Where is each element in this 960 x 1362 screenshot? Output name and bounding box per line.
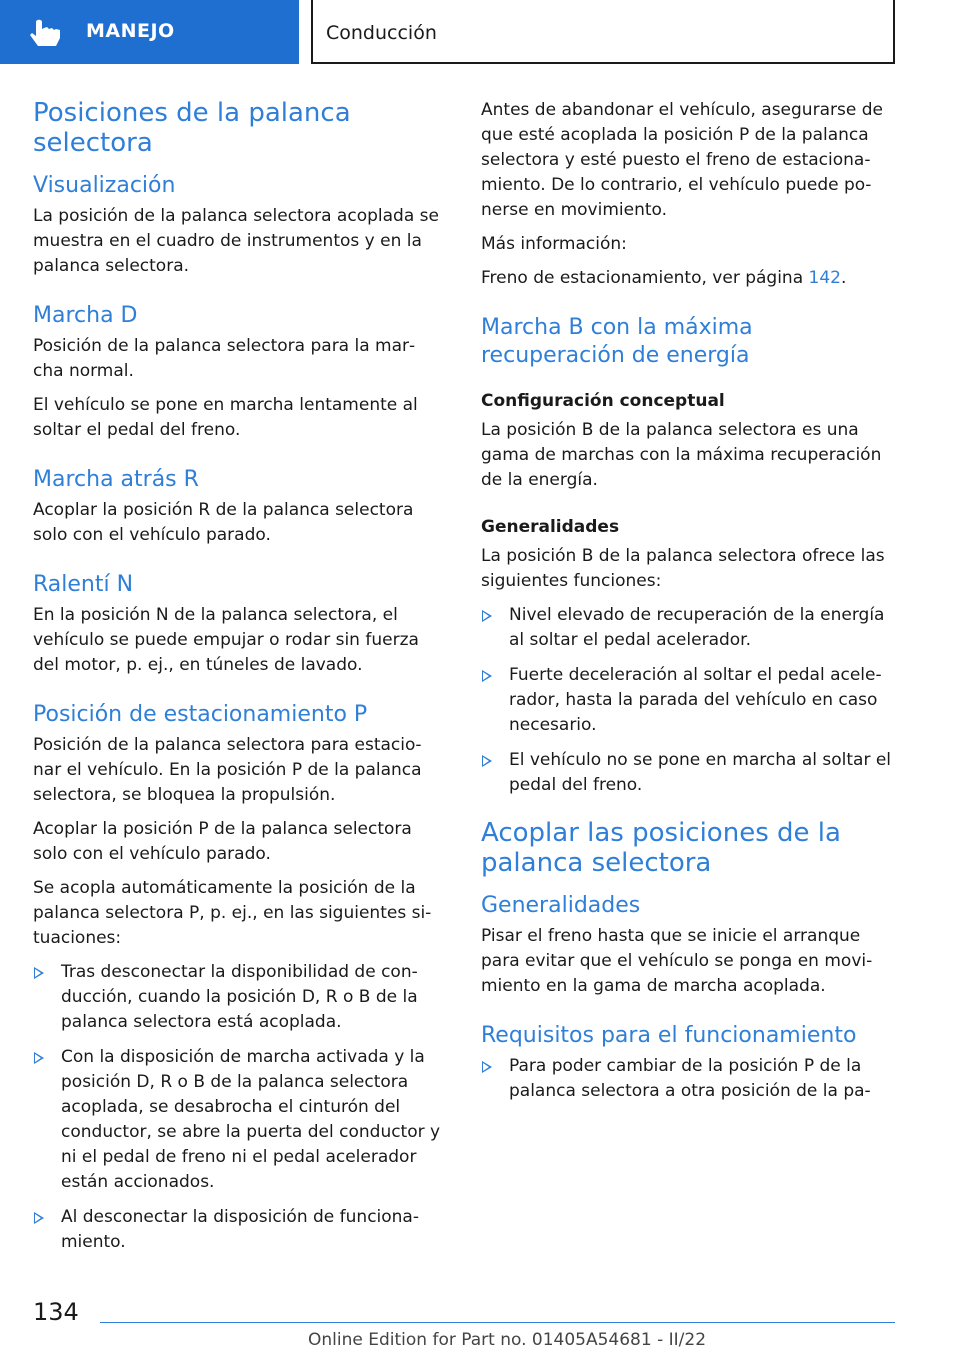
paragraph: Freno de estacionamiento, ver página 142. bbox=[481, 268, 847, 288]
section-label: MANEJO bbox=[86, 20, 175, 42]
list-item: Al desconectar la disposición de funciona‐miento. bbox=[33, 1205, 445, 1255]
section-heading-acoplar: Acoplar las posiciones de la palanca selectora bbox=[481, 818, 841, 878]
header-divider bbox=[311, 0, 313, 64]
triangle-bullet-icon bbox=[34, 1052, 44, 1064]
triangle-bullet-icon bbox=[482, 755, 492, 767]
heading-ralenti-n: Ralentí N bbox=[33, 572, 134, 597]
list-item: Con la disposición de marcha activada y la posición D, R o B de la palanca selectora acoplada, se desabrocha el cinturón del conductor, se abre la puerta del conductor y ni el pedal de freno ni el pedal acelerador están accionados. bbox=[33, 1045, 445, 1195]
heading-posicion-p: Posición de estacionamiento P bbox=[33, 702, 368, 727]
page-number: 134 bbox=[33, 1298, 79, 1326]
list-item: Para poder cambiar de la posición P de la palanca selectora a otra posición de la pa‐ bbox=[481, 1054, 899, 1104]
paragraph: Acoplar la posición P de la palanca selectora solo con el vehículo parado. bbox=[33, 819, 412, 864]
heading-requisitos: Requisitos para el funcionamiento bbox=[481, 1023, 857, 1048]
header-right-border bbox=[893, 0, 895, 64]
paragraph: La posición de la palanca selectora acoplada se muestra en el cuadro de instrumentos y en la palanca selectora. bbox=[33, 206, 439, 276]
paragraph: Se acopla automáticamente la posición de la palanca selectora P, p. ej., en las siguientes si‐tuaciones: bbox=[33, 878, 432, 948]
edition-text: Online Edition for Part no. 01405A54681 - II/22 bbox=[308, 1330, 707, 1350]
section-heading-positions: Posiciones de la palanca selectora bbox=[33, 98, 351, 158]
paragraph: Posición de la palanca selectora para estacio‐nar el vehículo. En la posición P de la palanca selectora, se bloquea la propulsión. bbox=[33, 735, 422, 805]
heading-generalidades: Generalidades bbox=[481, 517, 620, 537]
paragraph: Pisar el freno hasta que se inicie el arranque para evitar que el vehículo se ponga en movi‐miento en la gama de marcha acoplada. bbox=[481, 926, 873, 996]
bullet-list bbox=[481, 603, 899, 798]
chapter-title: Conducción bbox=[326, 22, 437, 44]
header-underline bbox=[311, 62, 895, 64]
heading-acoplar-generalidades: Generalidades bbox=[481, 893, 641, 918]
list-item: El vehículo no se pone en marcha al soltar el pedal del freno. bbox=[481, 748, 899, 798]
triangle-bullet-icon bbox=[34, 967, 44, 979]
bullet-list bbox=[33, 960, 445, 1255]
left-column bbox=[33, 98, 445, 1265]
paragraph: En la posición N de la palanca selectora, el vehículo se puede empujar o rodar sin fuerza del motor, p. ej., en túneles de lavado. bbox=[33, 605, 419, 675]
list-item: Tras desconectar la disponibilidad de con‐ducción, cuando la posición D, R o B de la palanca selectora está acoplada. bbox=[33, 960, 445, 1035]
heading-marcha-r: Marcha atrás R bbox=[33, 467, 199, 492]
triangle-bullet-icon bbox=[482, 610, 492, 622]
triangle-bullet-icon bbox=[34, 1212, 44, 1224]
paragraph: Más información: bbox=[481, 234, 627, 254]
right-column bbox=[481, 98, 899, 1114]
heading-marcha-d: Marcha D bbox=[33, 303, 138, 328]
section-tab[interactable] bbox=[0, 0, 299, 64]
footer-rule bbox=[100, 1322, 895, 1323]
page-link[interactable]: 142 bbox=[808, 268, 841, 288]
paragraph: Acoplar la posición R de la palanca selectora solo con el vehículo parado. bbox=[33, 500, 414, 545]
list-item: Nivel elevado de recuperación de la energía al soltar el pedal acelerador. bbox=[481, 603, 899, 653]
heading-configuracion: Configuración conceptual bbox=[481, 391, 725, 411]
steering-hand-icon bbox=[30, 18, 66, 48]
triangle-bullet-icon bbox=[482, 670, 492, 682]
heading-visualizacion: Visualización bbox=[33, 173, 176, 198]
paragraph: Antes de abandonar el vehículo, asegurarse de que esté acoplada la posición P de la palanca selectora y esté puesto el freno de estaciona‐miento. De lo contrario, el vehículo puede po‐nerse en movimiento. bbox=[481, 100, 883, 220]
list-item: Fuerte deceleración al soltar el pedal acele‐rador, hasta la parada del vehículo en caso necesario. bbox=[481, 663, 899, 738]
paragraph: La posición B de la palanca selectora es una gama de marchas con la máxima recuperación de la energía. bbox=[481, 420, 882, 490]
paragraph: El vehículo se pone en marcha lentamente al soltar el pedal del freno. bbox=[33, 395, 418, 440]
paragraph: Posición de la palanca selectora para la mar‐cha normal. bbox=[33, 336, 416, 381]
paragraph: La posición B de la palanca selectora ofrece las siguientes funciones: bbox=[481, 546, 885, 591]
triangle-bullet-icon bbox=[482, 1061, 492, 1073]
heading-marcha-b: Marcha B con la máxima recuperación de energía bbox=[481, 315, 753, 368]
bullet-list bbox=[481, 1054, 899, 1104]
